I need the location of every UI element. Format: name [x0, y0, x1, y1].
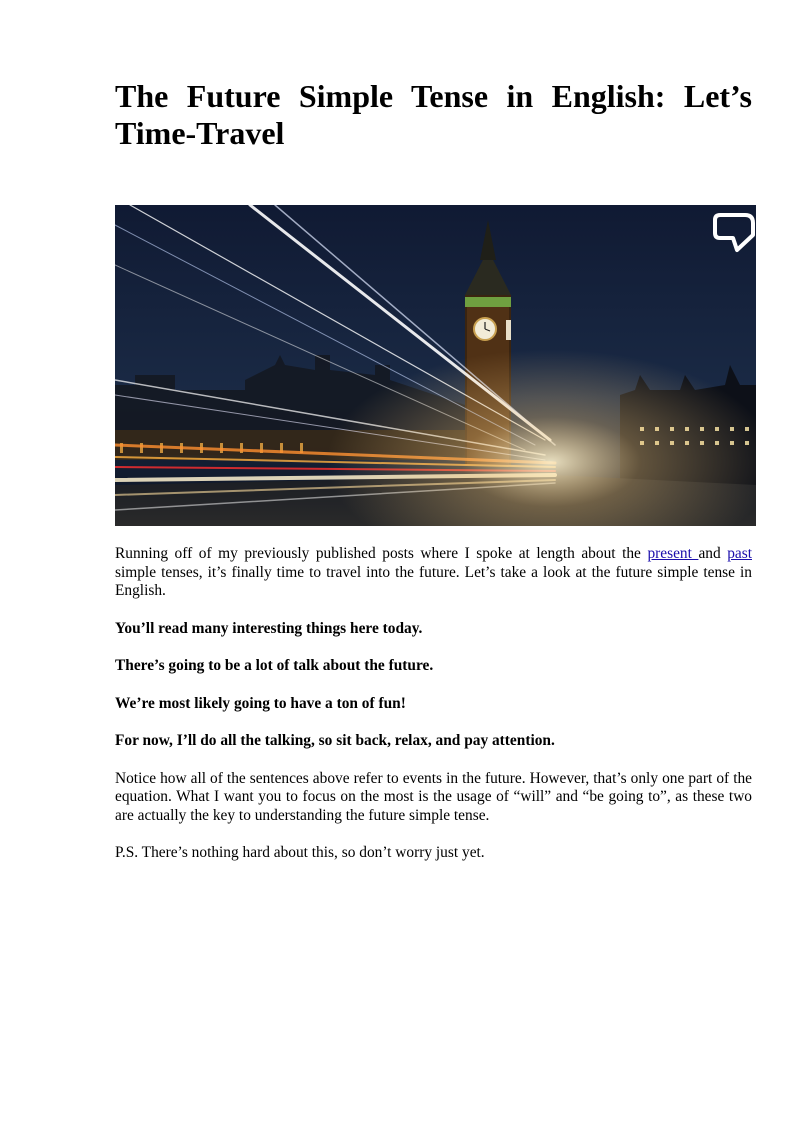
example-sentence-4: For now, I’ll do all the talking, so sit back, relax, and pay attention.: [115, 732, 555, 749]
past-tense-link[interactable]: past: [727, 545, 752, 562]
ps-note: P.S. There’s nothing hard about this, so don’t worry just yet.: [115, 844, 485, 861]
present-tense-link[interactable]: present: [647, 545, 699, 562]
intro-text-before: Running off of my previously published posts where I spoke at length about the: [115, 545, 648, 562]
explanation-paragraph: Notice how all of the sentences above refer to events in the future. However, that’s only one part of the equation. What I want you to focus on the most is the usage of “will” and “be going to”, as these two are actually the key to understanding the future simple tense.: [115, 769, 752, 824]
example-sentence-3: We’re most likely going to have a ton of fun!: [115, 694, 406, 712]
intro-paragraph: [115, 545, 752, 601]
example-sentence-1: You’ll read many interesting things here today.: [115, 619, 423, 637]
intro-text-between: and: [698, 545, 728, 562]
example-sentence-2: There’s going to be a lot of talk about the future.: [115, 657, 434, 674]
hero-image-big-ben-night: [115, 205, 756, 526]
intro-text-after: simple tenses, it’s finally time to travel into the future. Let’s take a look at the future simple tense in English.: [115, 563, 752, 599]
article-title: The Future Simple Tense in English: Let’s Time-Travel: [115, 78, 752, 151]
article-body: [115, 545, 752, 882]
